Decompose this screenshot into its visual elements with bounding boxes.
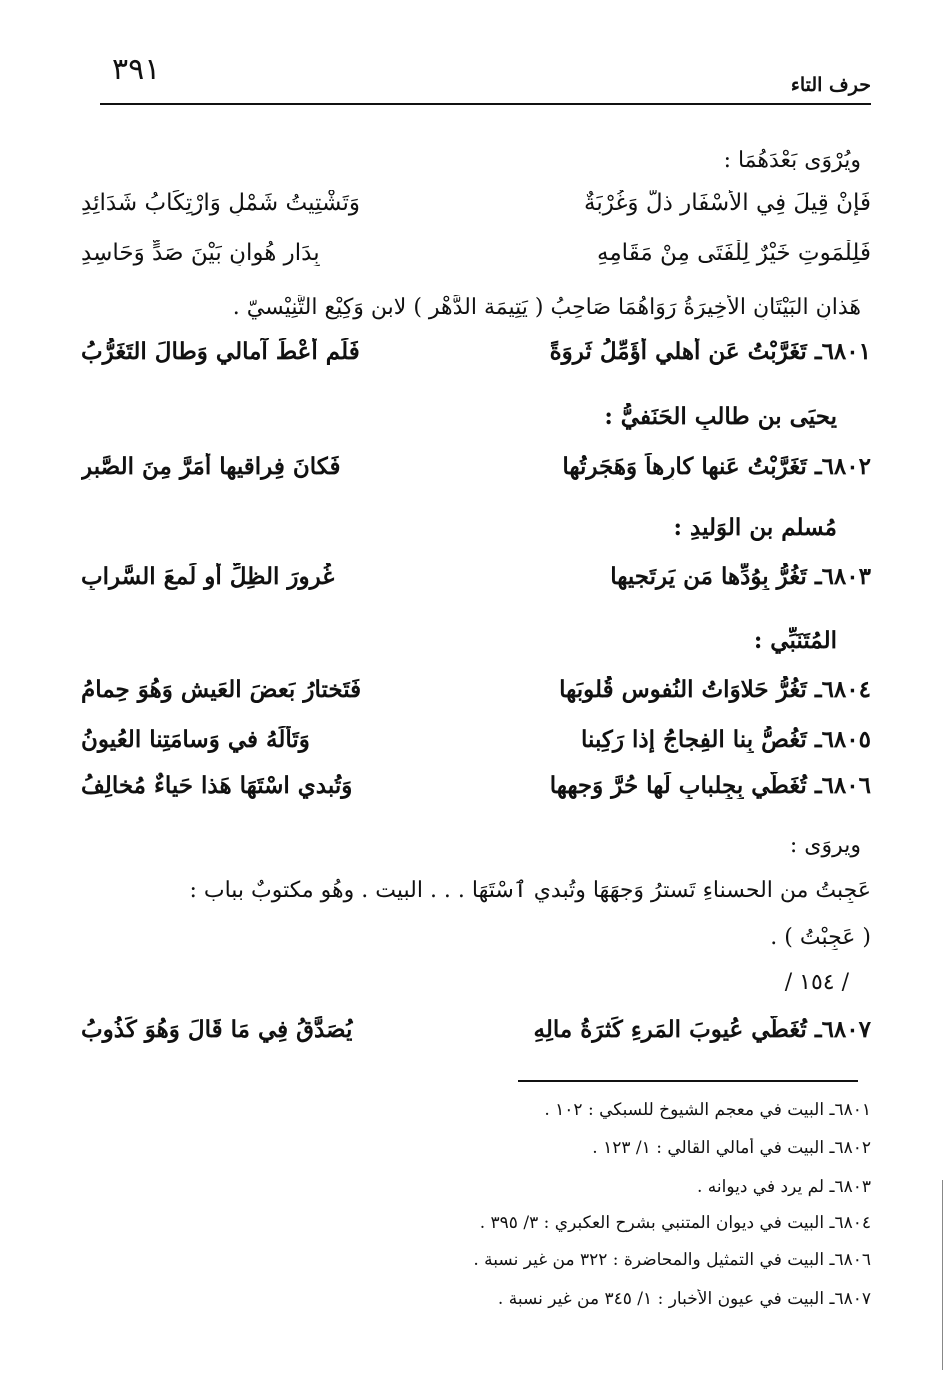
hemistich-text: تَغُصُّ بِنا الفِجاجُ إِذا رَكِبنا xyxy=(581,726,807,753)
verse-a-first-hemistich: فَإنْ قِيلَ فِي الأسْفَارِ ذلٌّ وَغُرْبَةٌ xyxy=(583,190,871,216)
verse-b-second-hemistich: بِدَارِ هُوانٍ بَيْنَ صَدٍّ وَحَاسِدِ xyxy=(81,240,320,266)
header-rule xyxy=(100,103,871,105)
verse-6803-first-hemistich xyxy=(486,563,871,590)
footnote: ٦٨٠٤ـ البيت في ديوان المتنبي بشرح العكبري : ٣/ ٣٩٥ . xyxy=(479,1213,871,1233)
verse-6807-first-hemistich xyxy=(486,1016,871,1043)
intro-line: ويُرْوَى بَعْدَهُمَا : xyxy=(723,148,861,173)
hemistich-text: تُغَطّي عُيوبَ المَرءِ كَثرَةُ مالِهِ xyxy=(533,1016,807,1043)
variant-note-end: ( عَجِبْتُ ) . xyxy=(770,925,871,950)
page-number: ٣٩١ xyxy=(112,52,161,87)
verse-6802-first-hemistich xyxy=(486,453,871,480)
verse-6807-second-hemistich: يُصَدَّقُ فِي مَا قَالَ وَهُوَ كَذُوبُ xyxy=(81,1016,353,1043)
verse-6806-first-hemistich xyxy=(486,772,871,799)
verse-6802 xyxy=(81,453,871,493)
verse-6803 xyxy=(81,563,871,603)
hemistich-text: تَغَرَّبْتُ عَن أَهلي أُؤَمِّلُ ثَروَةً xyxy=(549,338,807,365)
poet-heading: مُسلم بن الوَليدِ : xyxy=(673,514,837,541)
hemistich-text: تَغُرُّ حَلاوَاتُ النُفوسِ قُلوبَها xyxy=(559,676,807,703)
verse-number: ٦٨٠٢ـ xyxy=(814,453,871,480)
verse-b-first-hemistich: فَلِلْمَوتِ خَيْرٌ لِلْفَتَى مِنْ مَقَامِهِ xyxy=(597,240,871,266)
verse-6802-second-hemistich: فَكانَ فِراقيها أَمَرَّ مِنَ الصَّبرِ xyxy=(81,453,341,480)
verse-6804 xyxy=(81,676,871,716)
hemistich-text: تُغَطّي بِجِلبابٍ لَها حُرَّ وَجهِها xyxy=(549,772,807,799)
verse-6801-first-hemistich xyxy=(486,338,871,365)
verse-number: ٦٨٠٥ـ xyxy=(814,726,871,753)
running-title: حرف التاء xyxy=(790,74,871,96)
hemistich-text: تَغُرُّ بِوُدِّها مَن يَرتَجيها xyxy=(610,563,807,590)
poet-heading: يحيَى بن طالبٍ الحَنَفيُّ : xyxy=(604,403,837,430)
verse-number: ٦٨٠٧ـ xyxy=(814,1016,871,1043)
verse-number: ٦٨٠٤ـ xyxy=(814,676,871,703)
variant-note: عَجِبتُ من الحسناءِ تَسترُ وَجهَهَا وتُبدي ٱسْتَهَا . . . البيت . وهُو مكتوبٌ بباب : xyxy=(189,878,871,903)
verse-6801-second-hemistich: فَلَم أُعْطَ آمالي وَطالَ التَغَرُّبُ xyxy=(81,338,360,365)
verse-6806 xyxy=(81,772,871,812)
footnote: ٦٨٠٢ـ البيت في أمالي القالي : ١/ ١٢٣ . xyxy=(592,1138,871,1158)
verse-a-second-hemistich: وَتَشْتِيتُ شَمْلٍ وَارْتِكَابُ شَدَائِدِ xyxy=(81,190,360,216)
verse-6807 xyxy=(81,1016,871,1056)
poet-heading: المُتَنَبِّي : xyxy=(753,627,837,654)
verse-b xyxy=(81,240,871,280)
source-note: هَذانِ البَيْتَانِ الأخِيرَةُ رَوَاهُمَا صَاحِبُ ( يَتِيمَة الدَّهْرِ ) لابنِ وَكِيْعِ التَّنِيْسيّ . xyxy=(232,295,861,320)
page-edge-mark xyxy=(942,1180,949,1370)
variant-intro: ويروَى : xyxy=(789,833,861,858)
verse-6805 xyxy=(81,726,871,766)
verse-6804-second-hemistich: فَتَختارُ بَعضَ العَيشِ وَهُوَ حِمامُ xyxy=(81,676,362,703)
footnote-rule xyxy=(518,1080,858,1082)
verse-number: ٦٨٠٦ـ xyxy=(814,772,871,799)
verse-6805-first-hemistich xyxy=(486,726,871,753)
footnote: ٦٨٠٦ـ البيت في التمثيل والمحاضرة : ٣٢٢ من غير نسبة . xyxy=(473,1250,871,1270)
verse-6806-second-hemistich: وَتُبدي اسْتَهَا هَذا حَياءٌ مُخالِفُ xyxy=(81,772,353,799)
footnote: ٦٨٠٧ـ البيت في عيون الأخبار : ١/ ٣٤٥ من غير نسبة . xyxy=(497,1289,871,1309)
verse-6801 xyxy=(81,338,871,378)
manuscript-folio-mark: / ١٥٤ / xyxy=(784,970,849,995)
hemistich-text: تَغَرَّبْتُ عَنها كارِهاً وَهَجَرتُها xyxy=(562,453,807,480)
verse-number: ٦٨٠٣ـ xyxy=(814,563,871,590)
verse-6804-first-hemistich xyxy=(486,676,871,703)
footnote: ٦٨٠١ـ البيت في معجم الشيوخ للسبكي : ١٠٢ . xyxy=(544,1100,871,1120)
verse-number: ٦٨٠١ـ xyxy=(814,338,871,365)
footnote: ٦٨٠٣ـ لم يرد في ديوانه . xyxy=(696,1177,871,1197)
verse-6803-second-hemistich: غُرورَ الظِلِّ أَو لَمعَ السَّرابِ xyxy=(81,563,335,590)
verse-a xyxy=(81,190,871,230)
verse-6805-second-hemistich: وَتَأْلَهُ في وَسامَتِنا العُيونُ xyxy=(81,726,310,753)
